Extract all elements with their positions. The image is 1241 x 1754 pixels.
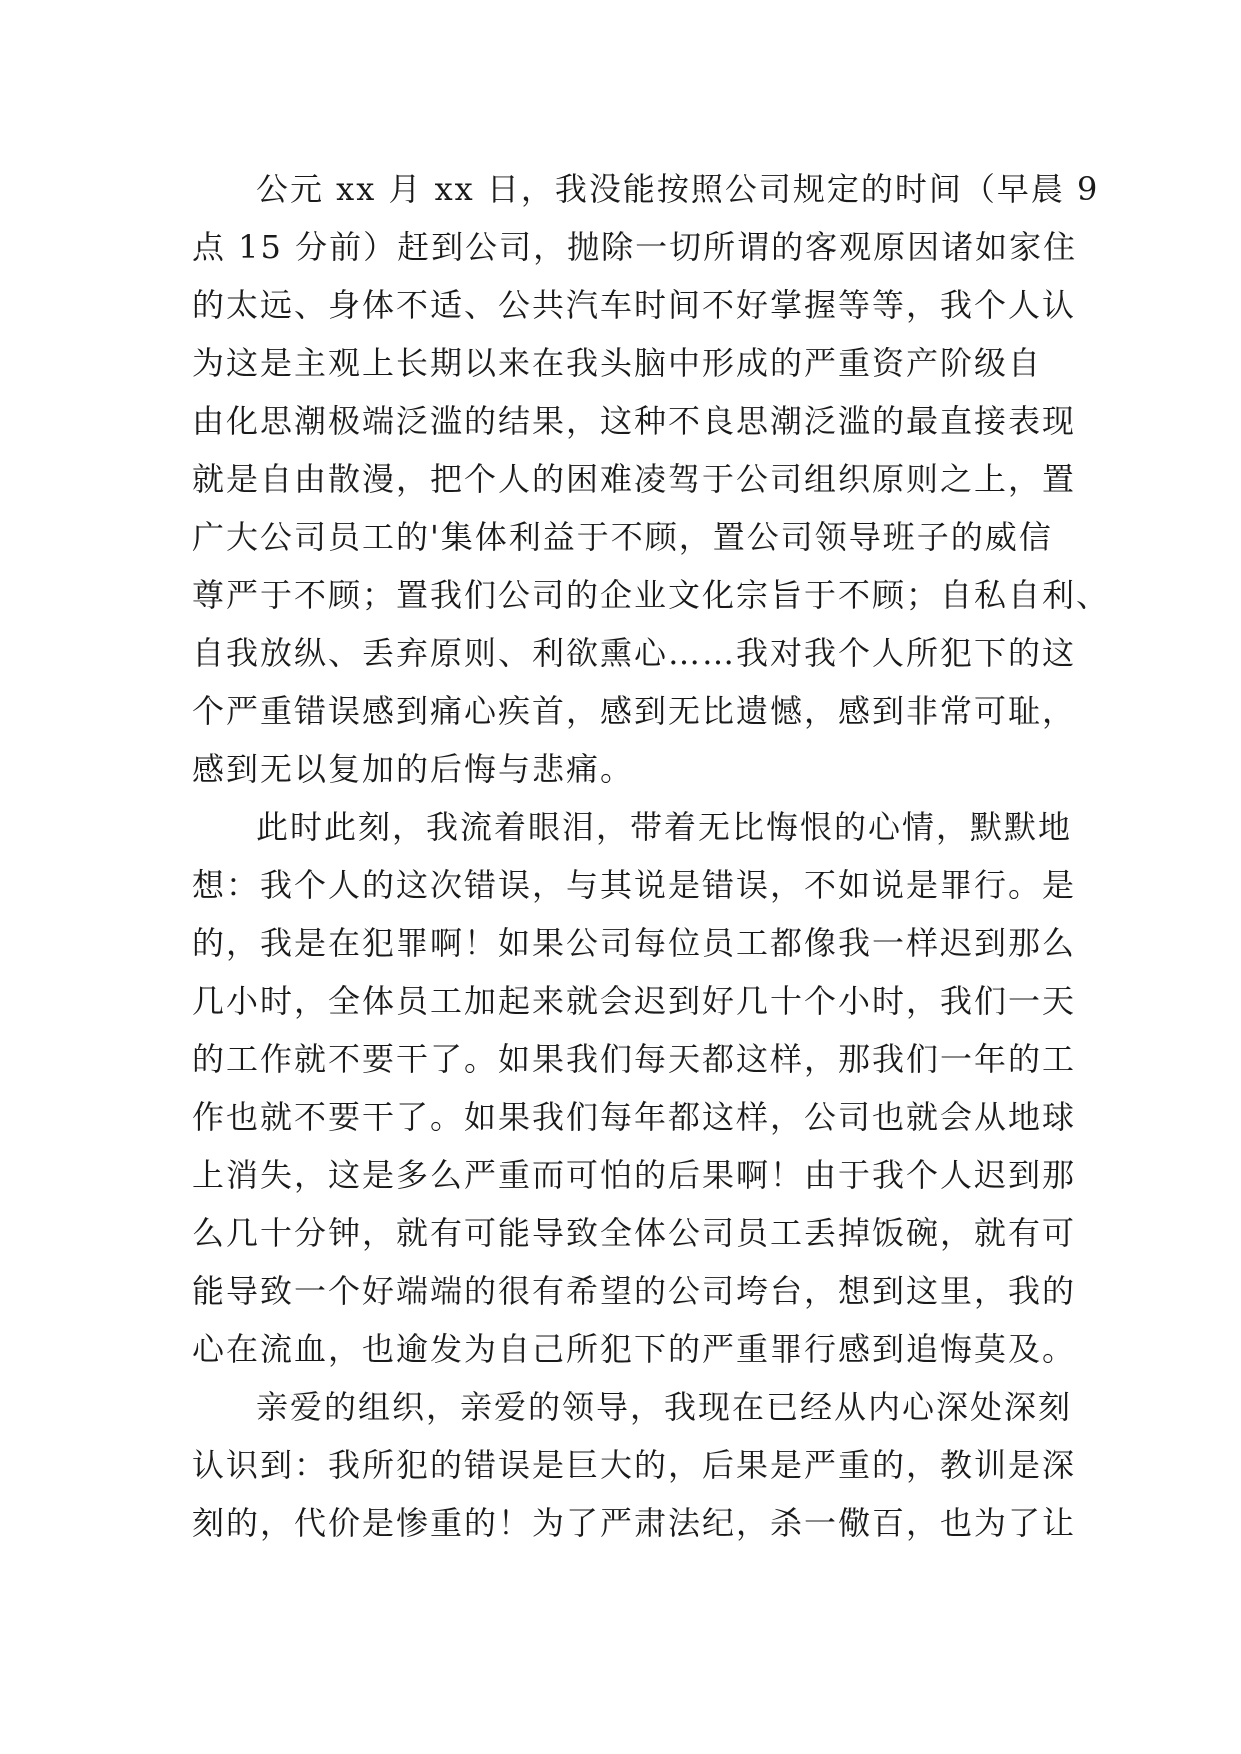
paragraph-2-line-1: 此时此刻，我流着眼泪，带着无比悔恨的心情，默默地: [256, 808, 1073, 846]
paragraph-1-line-7: 广大公司员工的'集体利益于不顾，置公司领导班子的威信: [192, 518, 1053, 556]
paragraph-2-line-4: 几小时，全体员工加起来就会迟到好几十个小时，我们一天: [192, 982, 1077, 1020]
paragraph-1-line-3: 的太远、身体不适、公共汽车时间不好掌握等等，我个人认: [192, 286, 1077, 324]
paragraph-3-line-1: 亲爱的组织，亲爱的领导，我现在已经从内心深处深刻: [256, 1388, 1073, 1426]
paragraph-1-line-4: 为这是主观上长期以来在我头脑中形成的严重资产阶级自: [192, 344, 1043, 382]
paragraph-2-line-5: 的工作就不要干了。如果我们每天都这样，那我们一年的工: [192, 1040, 1077, 1078]
paragraph-1-line-9: 自我放纵、丢弃原则、利欲熏心……我对我个人所犯下的这: [192, 634, 1077, 672]
paragraph-1-line-1: 公元 xx 月 xx 日，我没能按照公司规定的时间（早晨 9: [256, 170, 1100, 208]
paragraph-2-line-6: 作也就不要干了。如果我们每年都这样，公司也就会从地球: [192, 1098, 1077, 1136]
paragraph-3-line-2: 认识到：我所犯的错误是巨大的，后果是严重的，教训是深: [192, 1446, 1077, 1484]
paragraph-2-line-10: 心在流血，也逾发为自己所犯下的严重罪行感到追悔莫及。: [192, 1330, 1077, 1368]
paragraph-2-line-8: 么几十分钟，就有可能导致全体公司员工丢掉饭碗，就有可: [192, 1214, 1077, 1252]
paragraph-1-line-2: 点 15 分前）赶到公司，抛除一切所谓的客观原因诸如家住: [192, 228, 1078, 266]
paragraph-3-line-3: 刻的，代价是惨重的！为了严肃法纪，杀一儆百，也为了让: [192, 1504, 1077, 1542]
paragraph-1-line-5: 由化思潮极端泛滥的结果，这种不良思潮泛滥的最直接表现: [192, 402, 1077, 440]
paragraph-2-line-7: 上消失，这是多么严重而可怕的后果啊！由于我个人迟到那: [192, 1156, 1077, 1194]
paragraph-1-line-11: 感到无以复加的后悔与悲痛。: [192, 750, 635, 788]
paragraph-1-line-8: 尊严于不顾；置我们公司的企业文化宗旨于不顾；自私自利、: [192, 576, 1111, 614]
paragraph-1-line-10: 个严重错误感到痛心疾首，感到无比遗憾，感到非常可耻，: [192, 692, 1077, 730]
paragraph-2-line-9: 能导致一个好端端的很有希望的公司垮台，想到这里，我的: [192, 1272, 1077, 1310]
document-body: [192, 160, 1111, 1552]
paragraph-2-line-2: 想：我个人的这次错误，与其说是错误，不如说是罪行。是: [192, 866, 1077, 904]
paragraph-2-line-3: 的，我是在犯罪啊！如果公司每位员工都像我一样迟到那么: [192, 924, 1077, 962]
paragraph-1-line-6: 就是自由散漫，把个人的困难凌驾于公司组织原则之上，置: [192, 460, 1077, 498]
